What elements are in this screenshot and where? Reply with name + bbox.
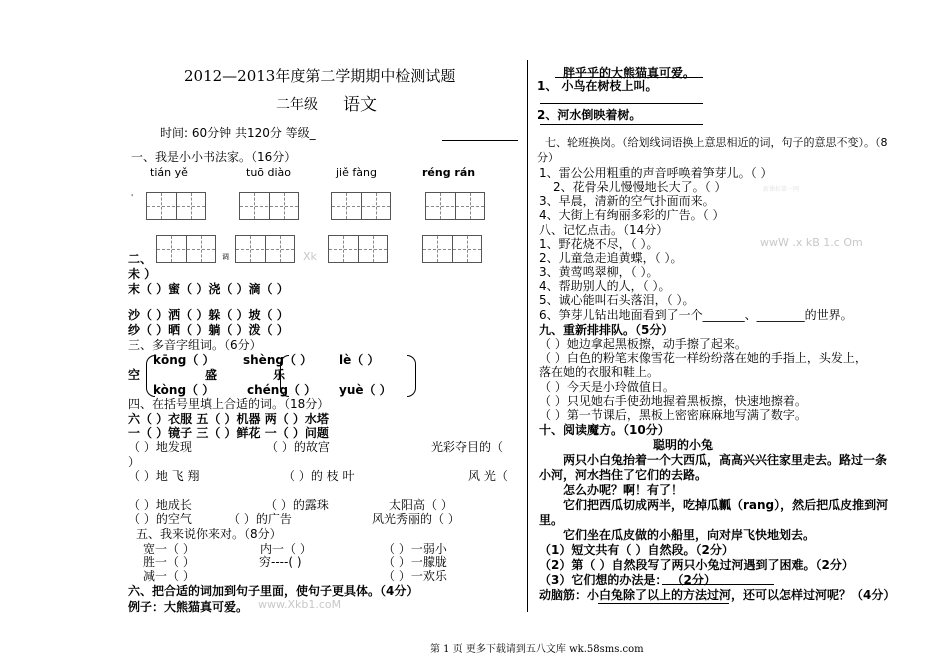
polyphone-2-char: 盛 xyxy=(205,368,218,382)
polyphone-1-char: 空 xyxy=(128,368,141,382)
story-title: 聪明的小兔 xyxy=(653,438,714,452)
memory-item-3: 3、黄莺鸣翠柳，（ ）。 xyxy=(539,265,659,279)
grade-blank-line xyxy=(442,140,518,141)
q4-answer-line[interactable] xyxy=(598,603,729,604)
section6-heading: 六、把合适的词加到句子里面，使句子更具体。（4分） xyxy=(128,584,419,598)
order-item-2-cont: 落在她的衣服和鞋上。 xyxy=(539,365,660,379)
fill-row5-c: 太阳高（ ） xyxy=(389,498,453,512)
writing-grid-2[interactable] xyxy=(239,192,299,220)
synonym-item-4: 4、大街上有绚丽多彩的广告。（ ） xyxy=(539,208,725,222)
fill-row5-a: （ ）地成长 xyxy=(128,498,192,512)
word-row-0: 未 ） xyxy=(128,267,157,281)
exam-title: 2012—2013年度第二学期期中检测试题 xyxy=(184,67,456,85)
section2-heading: 二、 xyxy=(128,252,153,266)
antonym-3a: 减一（ ） xyxy=(143,569,195,583)
section10-heading: 十、阅读魔方。（10分） xyxy=(539,423,670,437)
subject-label: 语文 xyxy=(343,95,377,115)
watermark-xkb1: www.Xkb1.coM xyxy=(258,598,342,611)
measure-row-2: 一（ ）镜子 三（ ）鲜花 一（ ）问题 xyxy=(128,426,329,440)
memory-item-6: 6、笋芽儿钻出地面看到了一个_______、________的世界。 xyxy=(539,308,853,322)
pinyin-1: tián yě xyxy=(150,166,188,179)
story-p3-line1: 它们把西瓜切成两半，吃掉瓜瓤（rang），然后把瓜皮推到河 xyxy=(563,498,889,512)
q3-answer-line[interactable] xyxy=(662,584,774,585)
page-footer: 第 1 页 更多下载请到五八文库 wk.58sms.com xyxy=(430,644,644,655)
word-row-2: 沙（ ）洒（ ）躲（ ）坡（ ） xyxy=(128,308,289,322)
polyphone-3-char: 乐 xyxy=(273,368,286,382)
fill-row3-b: （ ）的故宫 xyxy=(266,440,330,454)
word-row-3: 纱（ ）晒（ ）躺（ ）泼（ ） xyxy=(128,323,289,337)
writing-grid-7[interactable] xyxy=(328,235,388,263)
writing-grid-8[interactable] xyxy=(422,235,482,263)
exam-info: 时间: 60分钟 共120分 等级_ xyxy=(160,126,316,140)
order-item-1: （ ）她边拿起黑板擦，动手擦了起来。 xyxy=(539,337,747,351)
polyphone-1-top: kōng（ ） xyxy=(153,353,215,367)
writing-grid-4[interactable] xyxy=(425,192,485,220)
reading-q4: 动脑筋：小白兔除了以上的方法过河，还可以怎样过河呢？（4分） xyxy=(539,588,896,602)
watermark-xk: Xk xyxy=(303,250,317,263)
s6-question-2: 2、河水倒映着树。 xyxy=(537,108,642,122)
fill-row4-b: （ ）的 枝 叶 xyxy=(283,469,355,483)
word-row-1: 末（ ）蜜（ ）浇（ ）滴（ ） xyxy=(128,282,289,296)
antonym-2a: 胜一（ ） xyxy=(143,555,195,569)
example-sentence: 例子：大熊猫真可爱。 xyxy=(128,600,249,614)
fill-row6-c: 风光秀丽的（ ） xyxy=(372,512,460,526)
fill-row3-d: ） xyxy=(128,455,141,469)
section9-heading: 九、重新排排队。（5分） xyxy=(539,323,674,337)
section7-heading-line2: 分） xyxy=(537,151,559,164)
s6-question-1: 1、 小鸟在树枝上叫。 xyxy=(537,79,658,93)
writing-grid-6[interactable] xyxy=(235,235,295,263)
synonym-item-1: 1、雷公公用粗重的声音呼唤着笋芽儿。（ ） xyxy=(539,166,773,180)
fill-row4-a: （ ）地 飞 翔 xyxy=(128,469,200,483)
antonym-3b: （ ）一欢乐 xyxy=(383,569,447,583)
grade-label: 二年级 xyxy=(276,97,318,113)
writing-grid-1[interactable] xyxy=(146,192,206,220)
fill-row5-b: （ ）的露珠 xyxy=(265,498,329,512)
reading-q1: （1）短文共有（ ）自然段。（2分） xyxy=(539,543,734,557)
order-item-4: （ ）只见她右手使劲地握着黑板擦，快速地擦着。 xyxy=(539,394,807,408)
column-divider xyxy=(527,60,528,612)
story-p3-line2: 里。 xyxy=(539,513,564,527)
polyphone-3-bot: yuè（ ） xyxy=(339,383,392,397)
brace-right xyxy=(407,355,416,397)
reading-q2: （2）第（ ）自然段写了两只小兔过河遇到了困难。（2分） xyxy=(539,558,854,572)
q2-answer-line[interactable] xyxy=(540,124,703,125)
section5-heading: 五、我来说你来对。（8分） xyxy=(136,527,282,541)
reading-q3: （3）它们想的办法是： （2分） xyxy=(539,573,716,587)
writing-grid-3[interactable] xyxy=(331,192,391,220)
order-item-5: （ ）第一节课后，黑板上密密麻麻地写满了数字。 xyxy=(539,408,807,422)
fill-row3-a: （ ）地发现 xyxy=(128,440,192,454)
watermark-xkb1-2: wwW .x kB 1.c Om xyxy=(760,236,863,249)
order-item-3: （ ）今天是小玲做值日。 xyxy=(539,380,675,394)
fill-row3-c: 光彩夺目的（ xyxy=(431,440,504,454)
synonym-item-3: 3、早晨，清新的空气扑面而来。 xyxy=(539,194,715,208)
synonym-item-2: 2、花骨朵儿慢慢地长大了。（ ） xyxy=(553,180,727,194)
story-p1-line2: 小河，河水挡住了它们的去路。 xyxy=(539,468,708,482)
polyphone-3-top: lè（ ） xyxy=(339,353,380,367)
pinyin-3: jiě fàng xyxy=(336,166,377,179)
polyphone-1-bot: kòng（ ） xyxy=(153,383,215,397)
example-answer: 胖乎乎的大熊猫真可爱。 xyxy=(563,66,696,80)
memory-item-2: 2、儿童急走追黄蝶，（ ）。 xyxy=(539,251,683,265)
antonym-1b: 内一（ ） xyxy=(260,542,312,556)
section8-heading: 八、记忆点击。（14分） xyxy=(539,223,669,237)
section4-heading: 四、在括号里填上合适的词。（18分） xyxy=(128,397,330,411)
story-p2: 怎么办呢？啊！有了！ xyxy=(563,483,684,497)
tick-mark: ' xyxy=(131,193,134,202)
section2-heading-small: 调 xyxy=(222,253,229,261)
memory-item-5: 5、诚心能叫石头落泪，（ ）。 xyxy=(539,293,695,307)
antonym-2c: （ ）一朦胧 xyxy=(383,555,447,569)
writing-grid-5[interactable] xyxy=(156,235,216,263)
pinyin-4: réng rán xyxy=(422,166,476,179)
fill-row6-a: （ ）的空气 xyxy=(128,512,192,526)
section1-heading: 一、我是小小书法家。（16分） xyxy=(131,150,297,164)
polyphone-2-top: shèng（ ） xyxy=(243,353,313,367)
antonym-1c: （ ）一弱小 xyxy=(383,542,447,556)
polyphone-2-bot: chéng（ ） xyxy=(247,383,317,397)
section3-heading: 三、多音字组词。（6分） xyxy=(128,338,262,352)
story-p1-line1: 两只小白兔抬着一个大西瓜，高高兴兴往家里走去。路过一条 xyxy=(563,453,888,467)
pinyin-2: tuō diào xyxy=(246,166,292,179)
antonym-1a: 宽一（ ） xyxy=(143,542,195,556)
story-p4: 它们坐在瓜皮做的小船里，向对岸飞快地划去。 xyxy=(563,528,816,542)
fill-row6-b: （ ）的广告 xyxy=(228,512,292,526)
memory-item-4: 4、帮助别人的人，（ ）。 xyxy=(539,279,671,293)
order-item-2: （ ）白色的粉笔末像雪花一样纷纷落在她的手指上，头发上， xyxy=(539,351,867,365)
watermark-xkb-cn: 新课标第一网 xyxy=(763,186,800,193)
fill-row4-c: 风 光（ xyxy=(468,469,508,483)
section7-heading-line1: 七、轮班换岗。（给划线词语换上意思相近的词，句子的意思不变）。（8 xyxy=(545,136,888,149)
measure-row-1: 六（ ）衣服 五（ ）机器 两（ ）水塔 xyxy=(128,412,329,426)
memory-item-1: 1、野花烧不尽，（ ）。 xyxy=(539,237,659,251)
antonym-2b: 穷----( ) xyxy=(259,555,302,569)
q1-answer-line[interactable] xyxy=(540,103,703,104)
